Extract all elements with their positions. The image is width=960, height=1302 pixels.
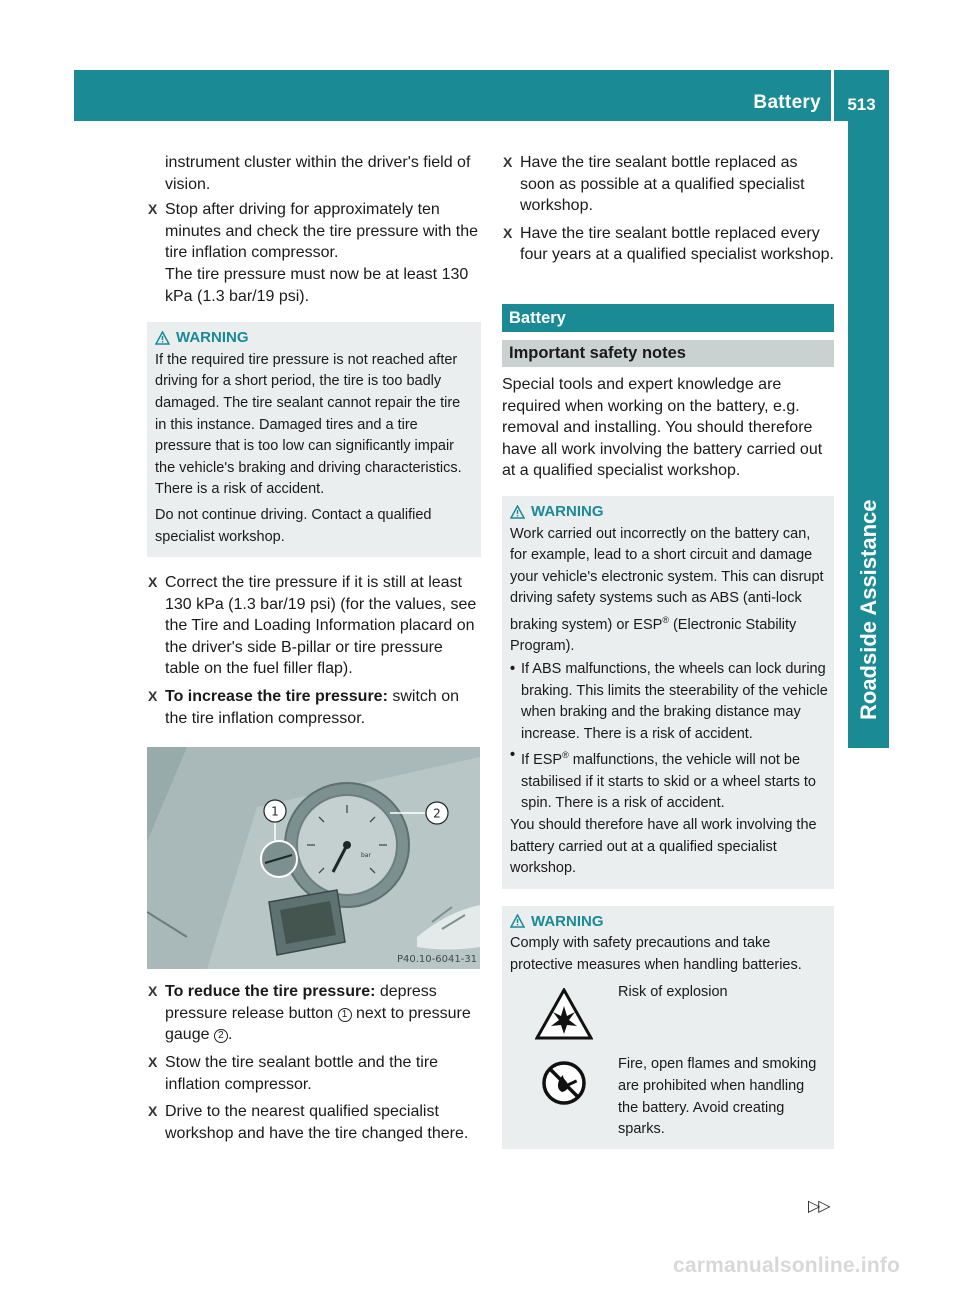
section-heading: Battery — [502, 304, 834, 332]
compressor-illustration — [147, 747, 480, 969]
step-arrow-icon: X — [148, 1054, 158, 1071]
svg-text:bar: bar — [361, 852, 371, 860]
warning-triangle-icon — [510, 505, 525, 519]
bullet-item: • If ABS malfunctions, the wheels can lock during braking. This limits the steerability of the vehicle when braking and the braking distance may increase. There is a risk of accident. — [510, 660, 828, 742]
warning-text: Comply with safety precautions and take protective measures when handling batteries. — [510, 935, 802, 973]
page-number: 513 — [847, 95, 876, 114]
warning-triangle-icon — [510, 914, 525, 928]
symbol-row — [510, 982, 828, 1040]
step-text: switch on the tire inflation compressor. — [165, 688, 460, 727]
header-bar — [74, 70, 831, 121]
step-drive-workshop — [147, 1101, 481, 1144]
step-arrow-icon: X — [148, 688, 158, 705]
step-bold-label: To increase the tire pressure: — [165, 688, 388, 706]
warning-label: WARNING — [531, 912, 604, 930]
warning-triangle-icon — [155, 331, 170, 345]
side-tab-label: Roadside Assistance — [856, 499, 881, 720]
bullet-text: If ESP — [521, 752, 563, 769]
step-text: Stop after driving for approximately ten minutes and check the tire pressure with the tire inflation compressor. — [165, 201, 479, 262]
left-column — [147, 152, 481, 1150]
step-text: Have the tire sealant bottle replaced every four years at a qualified specialist workshop. — [520, 224, 834, 264]
warning-text — [510, 524, 828, 658]
step-bold-label: To reduce the tire pressure: — [165, 983, 376, 1001]
step-stop-check — [147, 199, 481, 307]
warning-text: Do not continue driving. Contact a qualified specialist workshop. — [155, 506, 432, 545]
step-arrow-icon: X — [148, 201, 158, 218]
warning-header — [155, 327, 475, 349]
step-correct-pressure — [147, 572, 481, 680]
warning-text-part: Work carried out incorrectly on the battery can, for example, lead to a short circuit and damage your vehicle's electronic system. This can disrupt driving safety systems such as ABS (anti-lock braking system) or ESP — [510, 525, 824, 633]
step-arrow-icon: X — [148, 1103, 158, 1120]
warning-header — [510, 501, 828, 523]
warning-header — [510, 911, 828, 933]
footer-watermark: carmanualsonline.info — [673, 1254, 901, 1277]
bullet-item: • If ESP® malfunctions, the vehicle will not be stabilised if it starts to skid or a wheel starts to spin. There is a risk of accident. — [510, 747, 816, 812]
step-text: Drive to the nearest qualified specialist workshop and have the tire changed there. — [165, 1103, 469, 1142]
registered-mark: ® — [662, 614, 669, 625]
symbol-text: Risk of explosion — [618, 984, 728, 1001]
callout-2: 2 — [433, 806, 441, 821]
step-text: Have the tire sealant bottle replaced as soon as possible at a qualified specialist workshop. — [520, 154, 805, 215]
step-text: depress pressure release button — [165, 983, 437, 1022]
registered-mark: ® — [562, 750, 569, 761]
continue-arrow-icon: ▷▷ — [808, 1198, 829, 1215]
warning-box — [502, 906, 834, 1149]
step-increase-pressure — [147, 686, 481, 729]
symbol-text: Fire, open flames and smoking are prohibited when handling the battery. Avoid creating sparks. — [618, 1056, 817, 1138]
page-title: Battery — [753, 92, 821, 113]
subsection-heading: Important safety notes — [502, 340, 834, 367]
intro-continuation: instrument cluster within the driver's field of vision. — [165, 154, 471, 193]
callout-ref-1: 1 — [338, 1008, 352, 1022]
step-reduce-pressure — [147, 981, 481, 1046]
figure-code: P40.10-6041-31 — [397, 954, 478, 966]
warning-label: WARNING — [531, 502, 604, 520]
no-open-flame-icon — [541, 1060, 587, 1106]
step-arrow-icon: X — [503, 224, 513, 241]
step-arrow-icon: X — [503, 154, 513, 170]
step-replace-bottle — [502, 152, 834, 217]
warning-text-part: (Electronic Stability Program). — [510, 616, 797, 655]
right-column — [502, 152, 834, 1149]
warning-text: If the required tire pressure is not reached after driving for a short period, the tire is too badly damaged. The tire sealant cannot repair the tire in this instance. Damaged tires and a tire pressure that is too low can significantly impair the vehicle's braking and driving characteristics. There is a risk of accident. — [155, 351, 462, 498]
warning-text: You should therefore have all work involving the battery carried out at a qualified specialist workshop. — [510, 816, 817, 877]
step-text: The tire pressure must now be at least 130 kPa (1.3 bar/19 psi). — [165, 265, 469, 305]
step-text: . — [227, 1026, 233, 1044]
bullet-text: malfunctions, the vehicle will not be stabilised if it starts to skid or a wheel starts to spin. There is a risk of accident. — [521, 752, 816, 812]
step-text: Stow the tire sealant bottle and the tire inflation compressor. — [165, 1054, 439, 1093]
symbol-row — [510, 1054, 828, 1140]
compressor-figure — [147, 747, 480, 969]
step-arrow-icon: X — [148, 574, 158, 591]
warning-box — [147, 322, 481, 557]
step-arrow-icon: X — [148, 983, 158, 1000]
callout-ref-2: 2 — [214, 1029, 228, 1043]
warning-box — [502, 496, 834, 889]
step-text: next to pressure gauge — [165, 1004, 471, 1044]
step-text: Correct the tire pressure if it is still at least 130 kPa (1.3 bar/19 psi) (for the values, see the Tire and Loading Information placard on the driver's side B-pillar or tire pressure table on the fuel filler flap). — [165, 574, 477, 678]
step-replace-bottle-4years — [502, 223, 834, 266]
bullet-text: If ABS malfunctions, the wheels can lock during braking. This limits the steerability of the vehicle when braking and the braking distance may increase. There is a risk of accident. — [521, 660, 828, 742]
battery-intro: Special tools and expert knowledge are required when working on the battery, e.g. removal and installing. You should therefore have all work involving the battery carried out at a qualified specialist workshop. — [502, 375, 823, 480]
warning-label: WARNING — [176, 329, 249, 347]
step-stow — [147, 1052, 481, 1095]
callout-1: 1 — [271, 804, 279, 819]
explosion-warning-icon — [535, 988, 593, 1040]
